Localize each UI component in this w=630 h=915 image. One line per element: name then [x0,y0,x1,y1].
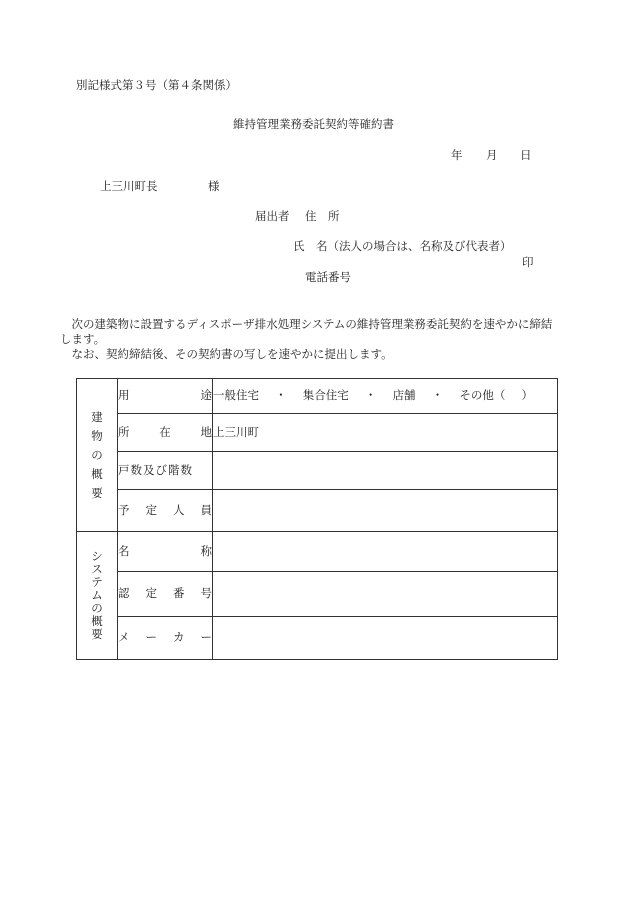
overview-table [76,378,558,660]
system-overview-label: シ ス テ ム の 概 要 [91,549,103,641]
seal-mark: 印 [522,255,534,269]
location-label: 所 在 地 [118,414,213,452]
applicant-label: 届出者 [255,209,290,223]
maker-field[interactable] [213,617,558,660]
addressee-honorific: 様 [208,179,220,193]
cert-number-label: 認 定 番 号 [118,572,213,617]
option-store[interactable]: 店舗 [392,388,416,403]
maker-label: メ ー カ ー [118,617,213,660]
cert-number-field[interactable] [213,572,558,617]
date-month: 月 [486,148,498,162]
date-day: 日 [520,148,532,162]
address-label: 住 所 [305,209,340,223]
body-paragraph-1: 次の建築物に設置するディスポーザ排水処理システムの維持管理業務委託契約を速やかに締結します。 [60,317,553,346]
date-year: 年 [451,148,463,162]
usage-options: 一般住宅 ・ 集合住宅 ・ 店舗 ・ その他（ ） [213,388,533,403]
document-title: 維持管理業務委託契約等確約書 [233,117,394,131]
building-overview-group [77,379,118,532]
system-name-label: 名 称 [118,532,213,572]
table-row [77,532,558,572]
occupants-label: 予 定 人 員 [118,490,213,532]
location-field[interactable]: 上三川町 [213,414,558,452]
system-overview-group [77,532,118,660]
table-row [77,617,558,660]
option-general-housing[interactable]: 一般住宅 [213,388,259,403]
table-row [77,379,558,414]
name-label: 氏 名（法人の場合は、名称及び代表者） [293,239,512,253]
units-floors-field[interactable] [213,452,558,490]
table-row [77,414,558,452]
body-text [60,317,560,362]
option-collective-housing[interactable]: 集合住宅 [302,388,349,403]
option-other[interactable]: その他（ [459,388,506,403]
units-floors-label: 戸数及び階数 [118,452,213,490]
form-number: 別記様式第３号（第４条関係） [76,78,237,92]
table-row [77,452,558,490]
usage-field[interactable] [213,379,558,414]
table-row [77,490,558,532]
occupants-field[interactable] [213,490,558,532]
usage-label: 用 途 [118,379,213,414]
addressee: 上三川町長 [100,179,158,193]
building-overview-label: 建 物 の 概 要 [91,409,103,500]
body-paragraph-2: なお、契約締結後、その契約書の写しを速やかに提出します。 [71,347,393,361]
phone-label: 電話番号 [305,270,351,284]
table-row [77,572,558,617]
system-name-field[interactable] [213,532,558,572]
